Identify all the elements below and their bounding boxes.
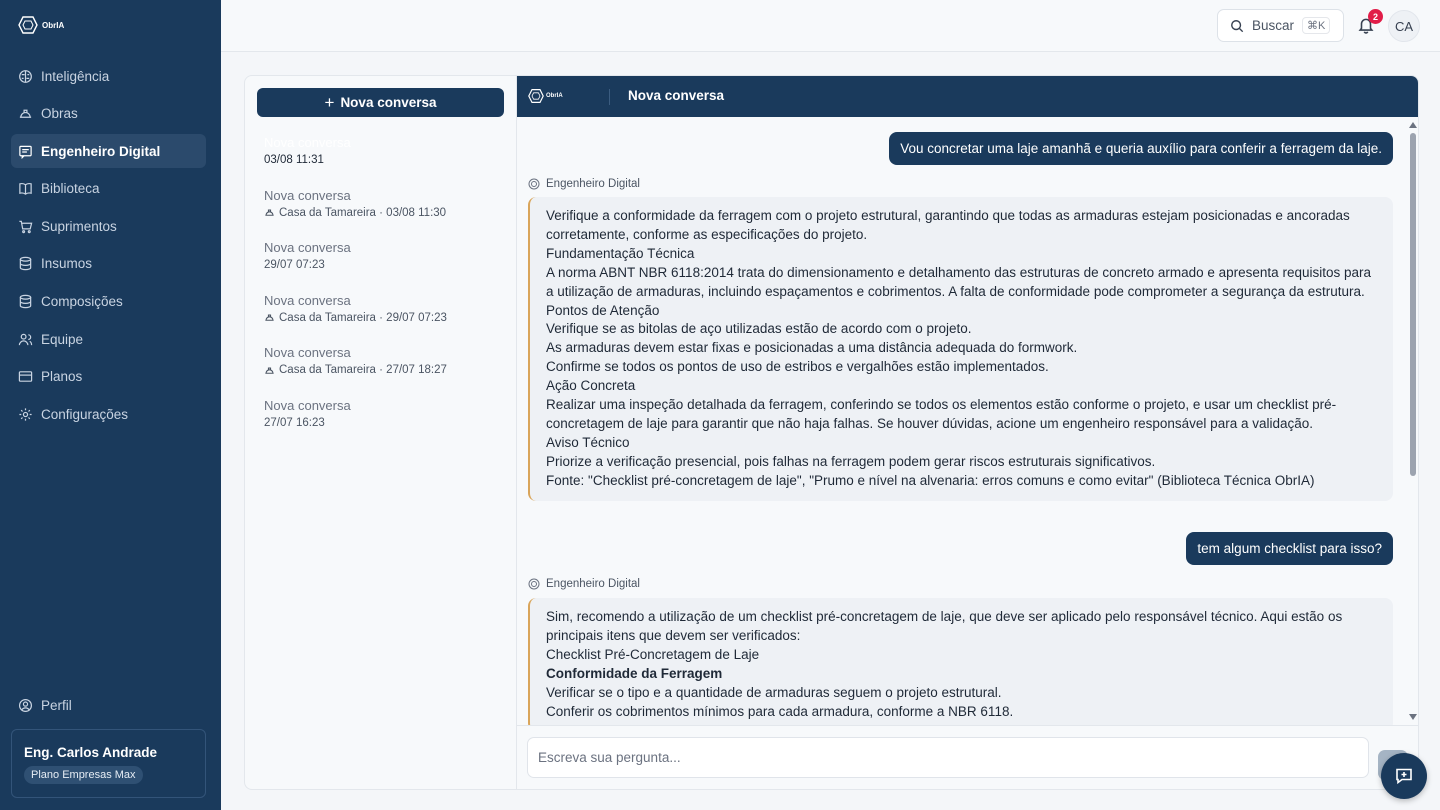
floating-chat-button[interactable] [1381,753,1427,799]
conversation-title: Nova conversa [264,240,351,256]
user-message: Vou concretar uma laje amanhã e queria auxílio para conferir a ferragem da laje. [889,132,1393,165]
sidebar-item-label: Biblioteca [41,181,100,197]
conversation-item[interactable] [245,130,515,183]
conversation-meta: Casa da Tamareira · 03/08 11:30 [264,207,496,219]
chat-logo [528,88,563,104]
user-circle-icon [18,698,33,713]
conversation-meta: Casa da Tamareira · 29/07 07:23 [264,312,496,324]
user-message: tem algum checklist para isso? [1186,532,1393,565]
sidebar-item-label: Suprimentos [41,218,117,234]
bot-label: Engenheiro Digital [528,578,640,590]
chat-title: Nova conversa [628,88,725,103]
database-icon [18,294,33,309]
conversation-meta: 29/07 07:23 [264,259,325,272]
bot-message: Sim, recomendo a utilização de um checklist pré-concretagem de laje, que deve ser aplicado pelo responsável técnico. Aqui estão os principais itens que devem ser verificados: Checklist Pré-Concretagem de Laje Conformidade da Ferragem Verificar se o tipo e a quantidade de armaduras seguem o projeto estrutural. Conferir os cobrimentos mínimos para cada armadura, conforme a NBR 6118. [528,598,1393,725]
header-divider [609,89,610,105]
conversation-title: Nova conversa [264,345,351,361]
sidebar-item-label: Engenheiro Digital [41,143,161,159]
conversation-meta: Casa da Tamareira · 27/07 18:27 [264,364,496,376]
sidebar-item-label: Planos [41,369,83,385]
hexagon-logo-icon [528,88,544,104]
brain-icon [18,69,33,84]
avatar[interactable]: CA [1388,10,1420,42]
message-plus-icon [1394,766,1414,786]
search-icon [1230,19,1244,33]
users-icon [18,332,33,347]
message-list[interactable] [517,117,1419,725]
sidebar-item-planos[interactable] [11,360,206,394]
sidebar-item-composicoes[interactable] [11,285,206,319]
bot-avatar-icon [528,178,540,190]
sidebar-item-engenheiro-digital[interactable] [11,134,206,168]
user-name: Eng. Carlos Andrade [24,745,158,760]
bot-label: Engenheiro Digital [528,178,640,190]
conversation-meta: 27/07 16:23 [264,416,325,429]
sidebar-item-inteligencia[interactable] [11,59,206,93]
chat-icon [18,144,33,159]
hexagon-logo-icon [18,15,38,35]
sidebar [0,0,221,810]
sidebar-nav [11,59,206,435]
helmet-icon [264,365,275,376]
card-icon [18,369,33,384]
perfil-label: Perfil [41,698,72,713]
app-logo[interactable] [18,15,64,35]
user-card[interactable] [11,729,206,798]
gear-icon [18,407,33,422]
search-label: Buscar [1252,18,1295,33]
scrollbar-thumb[interactable] [1410,133,1416,476]
conversation-title: Nova conversa [264,135,351,150]
book-icon [18,181,33,196]
new-conversation-label: Nova conversa [340,95,437,110]
sidebar-item-equipe[interactable] [11,322,206,356]
sidebar-item-biblioteca[interactable] [11,172,206,206]
chat-panel [516,75,1419,790]
sidebar-item-label: Obras [41,106,78,122]
conversation-title: Nova conversa [264,397,351,413]
scroll-up-arrow[interactable] [1409,122,1417,128]
bot-avatar-icon [528,578,540,590]
search-button[interactable] [1217,9,1344,42]
sidebar-item-label: Inteligência [41,68,110,84]
logo-text: ObrIA [42,20,65,30]
question-input[interactable] [527,737,1369,778]
topbar [221,0,1440,52]
composer [517,725,1419,790]
scroll-down-arrow[interactable] [1409,714,1417,720]
sidebar-item-suprimentos[interactable] [11,209,206,243]
conversation-panel [244,75,516,790]
sidebar-item-label: Equipe [41,331,84,347]
plan-badge: Plano Empresas Max [24,766,143,784]
database-icon [18,256,33,271]
conversation-title: Nova conversa [264,292,351,308]
cart-icon [18,219,33,234]
sidebar-item-label: Insumos [41,256,93,272]
sidebar-item-label: Composições [41,294,123,310]
helmet-icon [264,207,275,218]
conversation-item[interactable] [245,288,515,341]
helmet-icon [264,312,275,323]
sidebar-item-insumos[interactable] [11,247,206,281]
helmet-icon [18,106,33,121]
sidebar-item-perfil[interactable] [18,698,72,713]
conversation-item[interactable] [245,340,515,393]
conversation-list [245,130,515,446]
sidebar-item-label: Configurações [41,406,129,422]
search-shortcut: ⌘K [1302,17,1330,34]
sidebar-item-configuracoes[interactable] [11,397,206,431]
conversation-title: Nova conversa [264,187,351,203]
plus-icon: + [324,92,335,112]
chat-header [517,76,1419,117]
notification-badge: 2 [1368,9,1383,24]
conversation-item[interactable] [245,183,515,236]
sidebar-item-obras[interactable] [11,97,206,131]
conversation-meta: 03/08 11:31 [264,154,324,166]
new-conversation-button[interactable] [257,88,504,117]
chat-logo-text: ObrIA [546,93,563,99]
bot-message: Verifique a conformidade da ferragem com o projeto estrutural, garantindo que todas as armaduras estejam posicionadas e ancoradas corretamente, conforme as especificações do projeto. Fundamentação Técnica A norma ABNT NBR 6118:2014 trata do dimensionamento e detalhamento das estruturas de concreto armado e apresenta requisitos para a utilização de armaduras, incluindo espaçamentos e cobrimentos. A falta de conformidade pode comprometer a segurança da estrutura. Pontos de Atenção Verifique se as bitolas de aço utilizadas estão de acordo com o projeto. As armaduras devem estar fixas e posicionadas a uma distância adequada do formwork. Confirme se todos os pontos de uso de estribos e vergalhões estão implementados. Ação Concreta Realizar uma inspeção detalhada da ferragem, conferindo se todos os elementos estão conforme o projeto, e usar um checklist pré-concretagem de laje para garantir que não haja falhas. Se houver dúvidas, acione um engenheiro responsável para a validação. Aviso Técnico Priorize a verificação presencial, pois falhas na ferragem podem gerar riscos estruturais significativos. Fonte: "Checklist pré-concretagem de laje", "Prumo e nível na alvenaria: erros comuns e como evitar" (Biblioteca Técnica ObrIA) [528,197,1393,501]
conversation-item[interactable] [245,235,515,288]
conversation-item[interactable] [245,393,515,446]
